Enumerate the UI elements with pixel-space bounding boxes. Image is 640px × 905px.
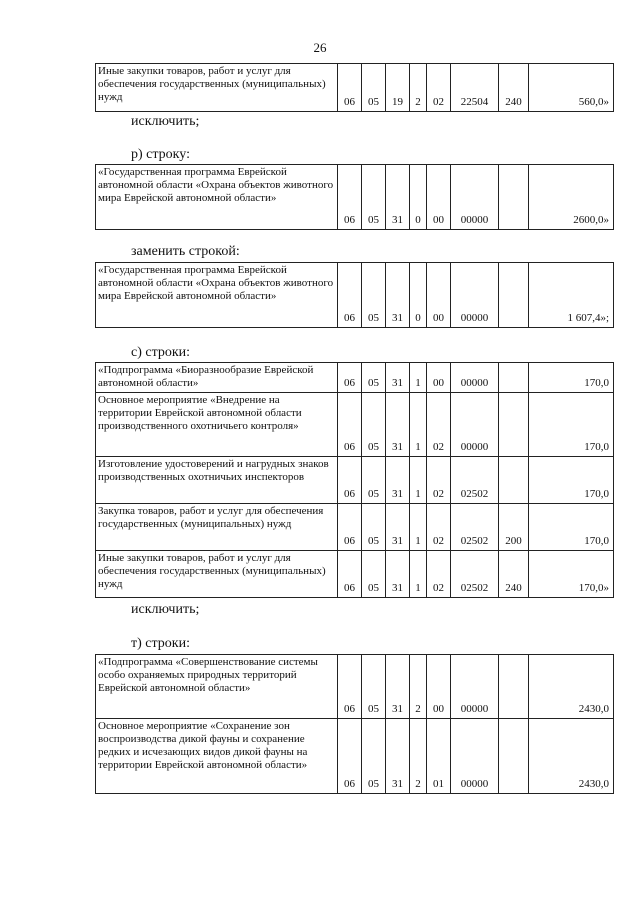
amount-cell: 170,0» [529,551,614,598]
chapter-code-cell: 06 [338,457,362,504]
table-row [96,719,614,794]
row-name-cell: Основное мероприятие «Внедрение на территории Еврейской автономной области производственного охотничьего контроля» [96,393,338,457]
expense-code-cell: 02502 [451,551,499,598]
section-code-cell: 05 [362,64,386,112]
program-code-cell: 31 [386,263,410,328]
note-rows-s: с) строки: [131,345,191,360]
row-name-cell: «Государственная программа Еврейской автономной области «Охрана объектов животного мира Еврейской автономной области» [96,263,338,328]
row-name-cell: «Государственная программа Еврейской автономной области «Охрана объектов животного мира Еврейской автономной области» [96,165,338,230]
budget-table-3 [95,262,614,328]
event-code-cell: 01 [427,719,451,794]
event-code-cell: 02 [427,64,451,112]
note-exclude-1: исключить; [131,114,200,129]
event-code-cell: 02 [427,393,451,457]
table-row [96,457,614,504]
section-code-cell: 05 [362,719,386,794]
chapter-code-cell: 06 [338,165,362,230]
section-code-cell: 05 [362,363,386,393]
expense-code-cell: 02502 [451,457,499,504]
program-code-cell: 31 [386,393,410,457]
section-code-cell: 05 [362,263,386,328]
program-code-cell: 31 [386,457,410,504]
program-code-cell: 31 [386,719,410,794]
table-row [96,263,614,328]
budget-table-4 [95,362,614,598]
program-code-cell: 19 [386,64,410,112]
amount-cell: 170,0 [529,504,614,551]
amount-cell: 170,0 [529,457,614,504]
section-code-cell: 05 [362,504,386,551]
table-row [96,363,614,393]
program-code-cell: 31 [386,165,410,230]
table-row [96,504,614,551]
type-code-cell [499,457,529,504]
chapter-code-cell: 06 [338,655,362,719]
expense-code-cell: 22504 [451,64,499,112]
subprogram-code-cell: 0 [410,263,427,328]
table-row [96,64,614,112]
program-code-cell: 31 [386,551,410,598]
program-code-cell: 31 [386,363,410,393]
chapter-code-cell: 06 [338,64,362,112]
expense-code-cell: 00000 [451,393,499,457]
type-code-cell: 200 [499,504,529,551]
row-name-cell: Иные закупки товаров, работ и услуг для обеспечения государственных (муниципальных) нужд [96,551,338,598]
budget-table-2 [95,164,614,230]
chapter-code-cell: 06 [338,551,362,598]
chapter-code-cell: 06 [338,363,362,393]
type-code-cell [499,263,529,328]
amount-cell: 2430,0 [529,655,614,719]
type-code-cell [499,165,529,230]
expense-code-cell: 00000 [451,263,499,328]
row-name-cell: Основное мероприятие «Сохранение зон воспроизводства дикой фауны и сохранение редких и исчезающих видов дикой фауны на территории Еврейской автономной области» [96,719,338,794]
amount-cell: 2430,0 [529,719,614,794]
row-name-cell: «Подпрограмма «Биоразнообразие Еврейской автономной области» [96,363,338,393]
event-code-cell: 02 [427,551,451,598]
page-number: 26 [313,40,327,55]
subprogram-code-cell: 0 [410,165,427,230]
section-code-cell: 05 [362,165,386,230]
type-code-cell [499,719,529,794]
expense-code-cell: 00000 [451,165,499,230]
table-row [96,655,614,719]
subprogram-code-cell: 1 [410,551,427,598]
expense-code-cell: 00000 [451,363,499,393]
subprogram-code-cell: 1 [410,363,427,393]
type-code-cell [499,393,529,457]
event-code-cell: 00 [427,165,451,230]
section-code-cell: 05 [362,655,386,719]
expense-code-cell: 00000 [451,655,499,719]
table-row [96,165,614,230]
subprogram-code-cell: 1 [410,504,427,551]
event-code-cell: 02 [427,457,451,504]
row-name-cell: «Подпрограмма «Совершенствование системы особо охраняемых природных территорий Еврейской автономной области» [96,655,338,719]
event-code-cell: 02 [427,504,451,551]
note-replace: заменить строкой: [131,244,240,259]
subprogram-code-cell: 2 [410,64,427,112]
row-name-cell: Закупка товаров, работ и услуг для обеспечения государственных (муниципальных) нужд [96,504,338,551]
event-code-cell: 00 [427,263,451,328]
amount-cell: 560,0» [529,64,614,112]
budget-table-1 [95,63,614,112]
amount-cell: 170,0 [529,393,614,457]
note-exclude-2: исключить; [131,602,200,617]
chapter-code-cell: 06 [338,263,362,328]
subprogram-code-cell: 1 [410,457,427,504]
note-row-r: р) строку: [131,147,190,162]
chapter-code-cell: 06 [338,504,362,551]
note-rows-t: т) строки: [131,636,190,651]
type-code-cell [499,363,529,393]
amount-cell: 2600,0» [529,165,614,230]
chapter-code-cell: 06 [338,719,362,794]
amount-cell: 1 607,4»; [529,263,614,328]
section-code-cell: 05 [362,457,386,504]
section-code-cell: 05 [362,551,386,598]
chapter-code-cell: 06 [338,393,362,457]
subprogram-code-cell: 1 [410,393,427,457]
amount-cell: 170,0 [529,363,614,393]
expense-code-cell: 02502 [451,504,499,551]
table-row [96,551,614,598]
section-code-cell: 05 [362,393,386,457]
subprogram-code-cell: 2 [410,719,427,794]
budget-table-5 [95,654,614,794]
program-code-cell: 31 [386,655,410,719]
event-code-cell: 00 [427,363,451,393]
subprogram-code-cell: 2 [410,655,427,719]
type-code-cell: 240 [499,64,529,112]
table-row [96,393,614,457]
event-code-cell: 00 [427,655,451,719]
row-name-cell: Изготовление удостоверений и нагрудных знаков производственных охотничьих инспекторов [96,457,338,504]
program-code-cell: 31 [386,504,410,551]
type-code-cell: 240 [499,551,529,598]
row-name-cell: Иные закупки товаров, работ и услуг для обеспечения государственных (муниципальных) нужд [96,64,338,112]
expense-code-cell: 00000 [451,719,499,794]
type-code-cell [499,655,529,719]
